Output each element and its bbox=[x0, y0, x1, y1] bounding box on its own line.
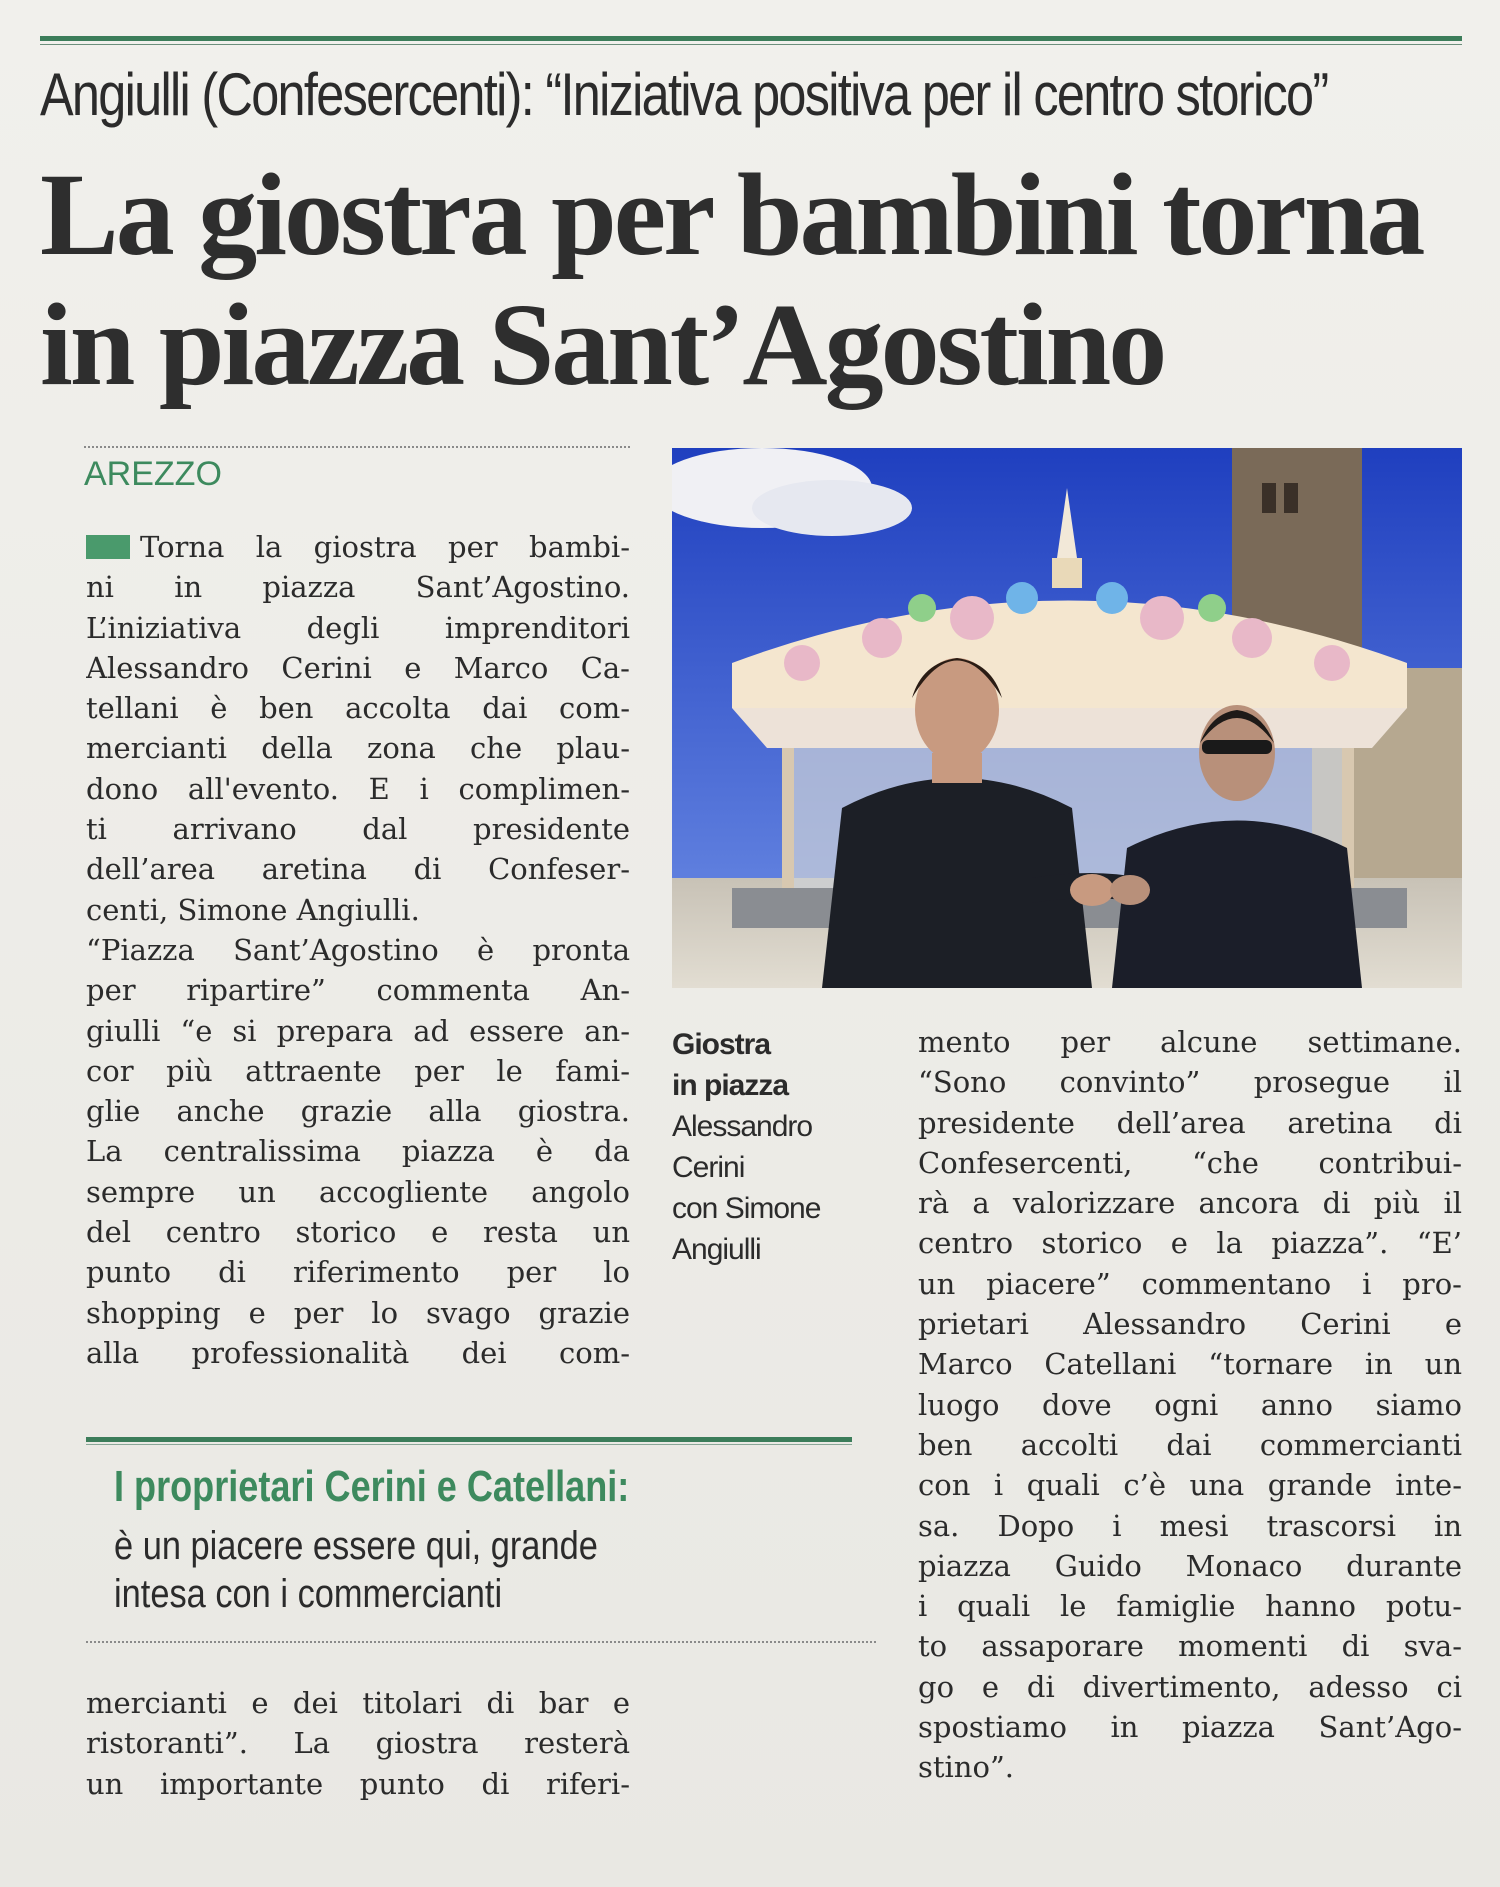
text-line: cor più attraente per le fami- bbox=[86, 1053, 630, 1088]
caption-title-line-1: Giostra bbox=[672, 1028, 771, 1061]
caption-text-line: Angiulli bbox=[672, 1233, 761, 1266]
text-line: mercianti della zona che plau- bbox=[86, 731, 630, 766]
text-line: del centro storico e resta un bbox=[86, 1215, 630, 1250]
text-line: un importante punto di riferi- bbox=[86, 1766, 630, 1801]
text-line-content: Torna la giostra per bambi- bbox=[140, 530, 630, 564]
kicker: Angiulli (Confesercenti): “Iniziativa positiva per il centro storico” bbox=[40, 61, 1328, 128]
text-line bbox=[86, 527, 630, 567]
dateline-divider bbox=[84, 446, 630, 448]
text-line: L’iniziativa degli imprenditori bbox=[86, 610, 630, 645]
text-line: prietari Alessandro Cerini e bbox=[918, 1307, 1462, 1342]
headline-line-1: La giostra per bambini torna bbox=[40, 149, 1423, 280]
text-line: presidente dell’area aretina di bbox=[918, 1105, 1462, 1140]
headline bbox=[40, 150, 1480, 410]
text-line: stino”. bbox=[918, 1750, 1014, 1785]
text-line: luogo dove ogni anno siamo bbox=[918, 1387, 1462, 1422]
text-line: centi, Simone Angiulli. bbox=[86, 892, 420, 927]
headline-line-2: in piazza Sant’Agostino bbox=[40, 279, 1165, 410]
text-line: “Sono convinto” prosegue il bbox=[918, 1065, 1462, 1100]
text-line: dono all'evento. E i complimen- bbox=[86, 771, 630, 806]
callout-rule bbox=[86, 1437, 852, 1442]
text-line: alla professionalità dei com- bbox=[86, 1335, 630, 1370]
text-line: giulli “e si prepara ad essere an- bbox=[86, 1013, 630, 1048]
caption-text-line: Alessandro bbox=[672, 1110, 813, 1143]
callout-body-line-1: è un piacere essere qui, grande bbox=[114, 1524, 598, 1568]
text-line: dell’area aretina di Confeser- bbox=[86, 852, 630, 887]
text-line: ristoranti”. La giostra resterà bbox=[86, 1726, 630, 1761]
carousel-photo-image bbox=[672, 448, 1462, 988]
text-line: ben accolti dai commercianti bbox=[918, 1427, 1462, 1462]
text-line: sempre un accogliente angolo bbox=[86, 1174, 630, 1209]
text-line: go e di divertimento, adesso ci bbox=[918, 1669, 1462, 1704]
caption-text-line: Cerini bbox=[672, 1151, 745, 1184]
text-line: per ripartire” commenta An- bbox=[86, 973, 630, 1008]
text-line: “Piazza Sant’Agostino è pronta bbox=[86, 932, 630, 967]
text-line: to assaporare momenti di sva- bbox=[918, 1629, 1462, 1664]
column-1-continued bbox=[86, 1683, 630, 1804]
text-line: glie anche grazie alla giostra. bbox=[86, 1094, 630, 1129]
photo-caption bbox=[672, 1024, 872, 1270]
text-line: tellani è ben accolta dai com- bbox=[86, 691, 630, 726]
text-line: Alessandro Cerini e Marco Ca- bbox=[86, 650, 630, 685]
callout-rule-thin bbox=[86, 1444, 852, 1445]
column-1 bbox=[86, 527, 630, 1373]
text-line: ni in piazza Sant’Agostino. bbox=[86, 570, 630, 605]
text-line: spostiamo in piazza Sant’Ago- bbox=[918, 1710, 1462, 1745]
callout-body-line-2: intesa con i commercianti bbox=[114, 1572, 503, 1616]
text-line: i quali le famiglie hanno potu- bbox=[918, 1589, 1462, 1624]
photo-carousel bbox=[672, 448, 1462, 988]
caption-text-line: con Simone bbox=[672, 1192, 821, 1225]
text-line: mercianti e dei titolari di bar e bbox=[86, 1686, 630, 1720]
text-line: ti arrivano dal presidente bbox=[86, 812, 630, 847]
top-rule bbox=[40, 36, 1462, 41]
text-line: punto di riferimento per lo bbox=[86, 1255, 630, 1290]
top-rule-thin bbox=[40, 44, 1462, 45]
callout-bottom-divider bbox=[86, 1641, 876, 1643]
text-line: shopping e per lo svago grazie bbox=[86, 1295, 630, 1330]
text-line: rà a valorizzare ancora di più il bbox=[918, 1186, 1462, 1221]
caption-title-line-2: in piazza bbox=[672, 1069, 789, 1102]
text-line: sa. Dopo i mesi trascorsi in bbox=[918, 1508, 1462, 1543]
callout-heading: I proprietari Cerini e Catellani: bbox=[114, 1462, 630, 1511]
text-line: centro storico e la piazza”. “E’ bbox=[918, 1226, 1462, 1261]
text-line: mento per alcune settimane. bbox=[918, 1025, 1462, 1059]
lead-marker-icon bbox=[86, 535, 130, 559]
text-line: con i quali c’è una grande inte- bbox=[918, 1468, 1462, 1503]
text-line: un piacere” commentano i pro- bbox=[918, 1266, 1462, 1301]
text-line: Confesercenti, “che contribui- bbox=[918, 1145, 1462, 1180]
text-line: piazza Guido Monaco durante bbox=[918, 1548, 1462, 1583]
callout-body bbox=[114, 1522, 733, 1618]
dateline: AREZZO bbox=[84, 455, 222, 493]
text-line: Marco Catellani “tornare in un bbox=[918, 1347, 1462, 1382]
column-2 bbox=[918, 1022, 1462, 1788]
text-line: La centralissima piazza è da bbox=[86, 1134, 630, 1169]
